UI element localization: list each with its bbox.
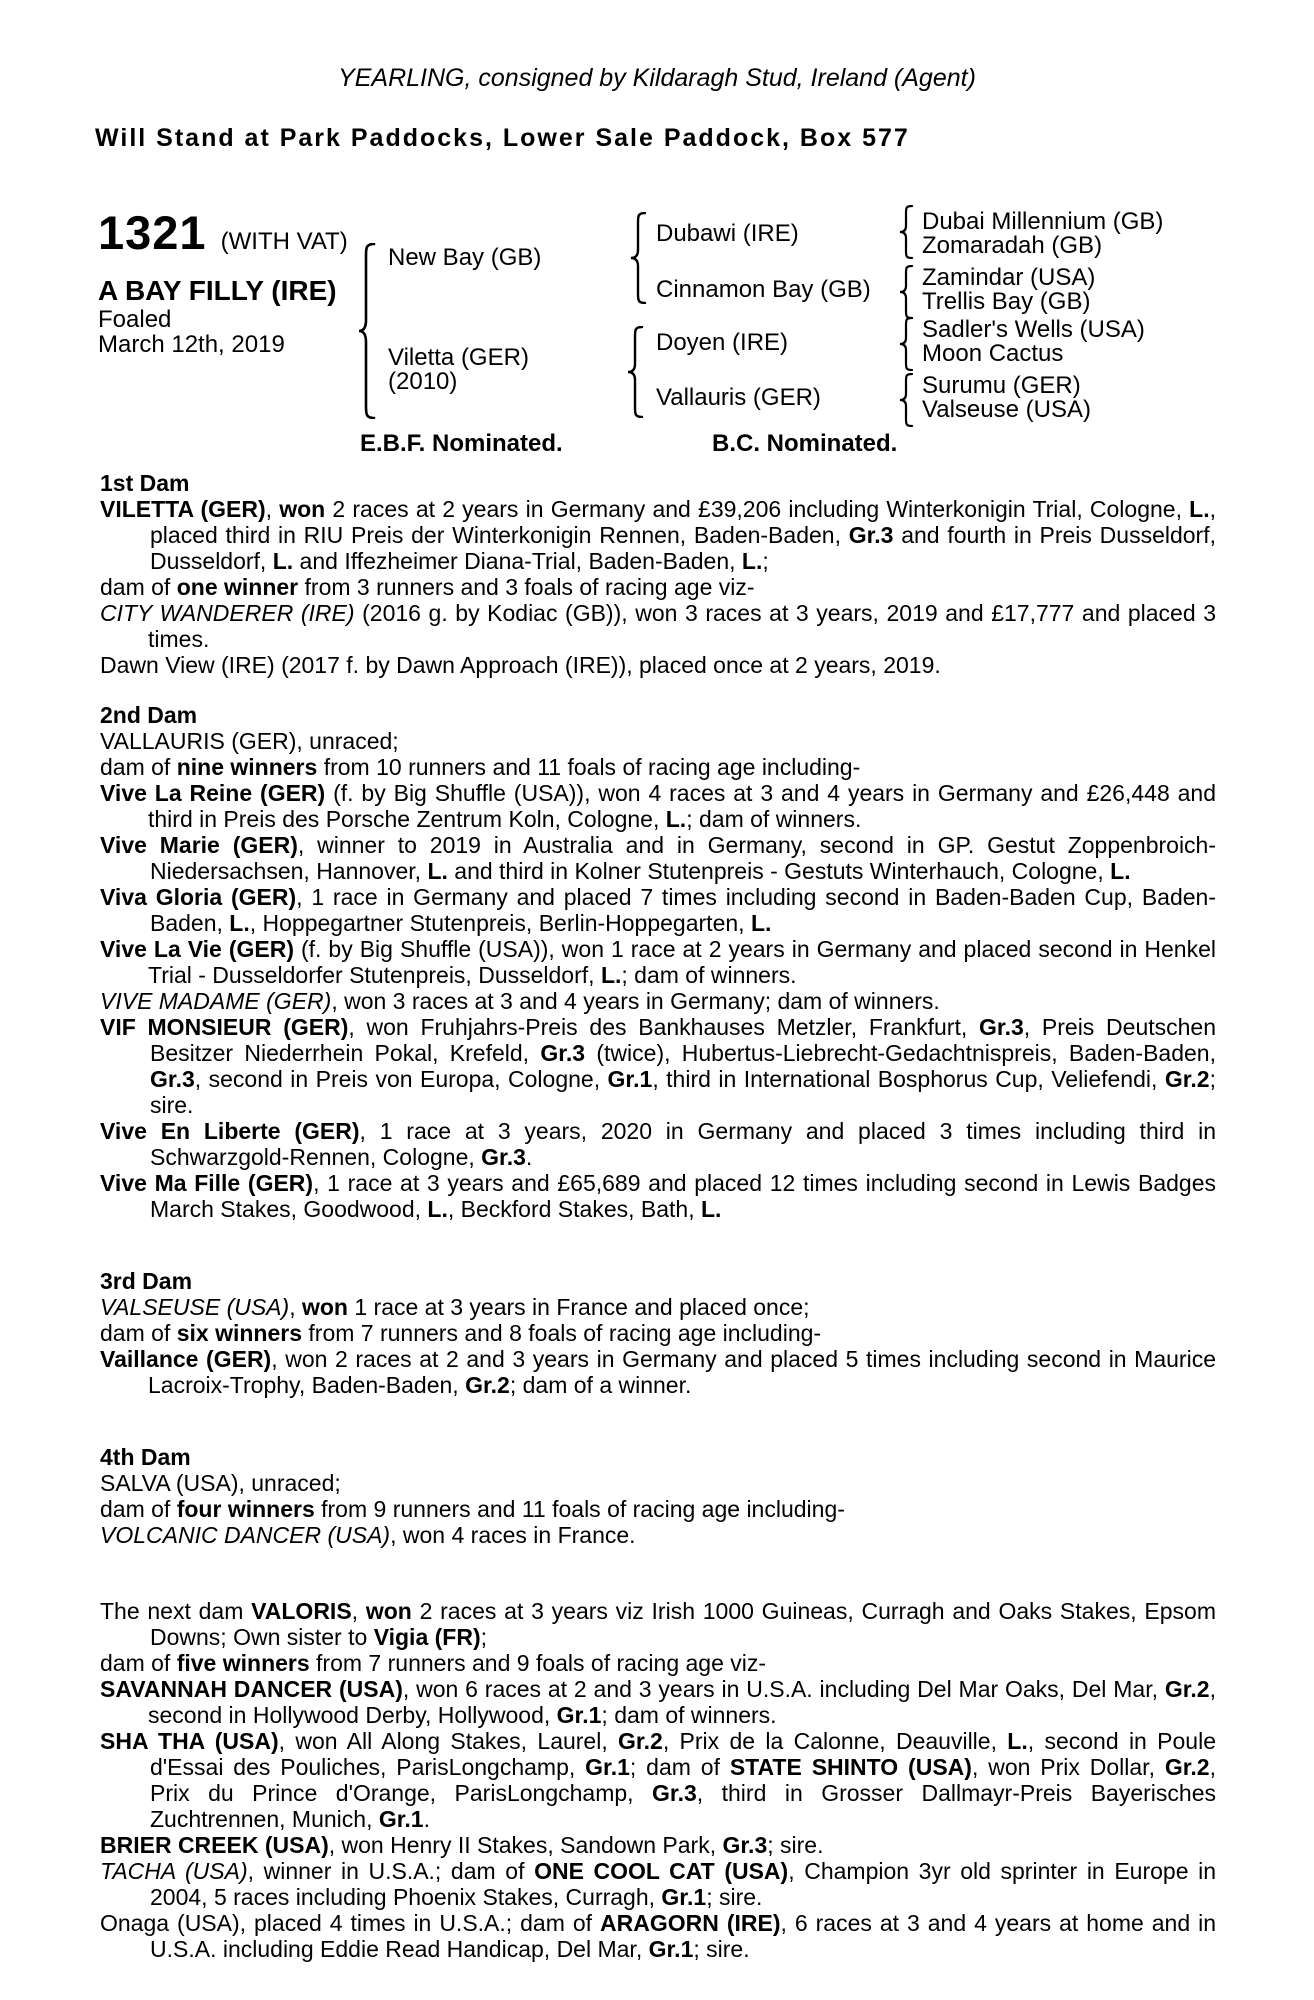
text-segment: Gr.3 bbox=[652, 1780, 697, 1806]
text-segment: , won 4 races in France. bbox=[390, 1522, 636, 1548]
pedigree-brace-gg1 bbox=[896, 205, 914, 259]
text-segment: Gr.2 bbox=[1164, 1676, 1210, 1702]
text-segment: VOLCANIC DANCER (USA) bbox=[100, 1522, 391, 1548]
pedigree-brace-sire-pair bbox=[628, 212, 648, 304]
catalog-paragraph bbox=[100, 496, 1216, 574]
text-segment: Gr.1 bbox=[648, 1936, 694, 1962]
pedigree-section bbox=[100, 1268, 1216, 1398]
catalog-paragraph bbox=[100, 1118, 1216, 1170]
catalog-paragraph bbox=[100, 1470, 1216, 1496]
text-segment: (f. by Big Shuffle (USA)), won 4 races at 3 and 4 years in Germany and £26,448 and third in Preis des Porsche Zentrum Koln, Cologne, bbox=[148, 780, 1217, 832]
section-heading: 3rd Dam bbox=[100, 1268, 193, 1294]
text-segment: , Hoppegartner Stutenpreis, Berlin-Hoppegarten, bbox=[249, 910, 751, 936]
text-segment: Gr.2 bbox=[618, 1728, 663, 1754]
text-segment: , 1 race at 3 years, 2020 in Germany and placed 3 times including third in Schwarzgold-Rennen, Cologne, bbox=[150, 1118, 1216, 1170]
gg-name: Sadler's Wells (USA) bbox=[922, 316, 1145, 343]
pedigree-section bbox=[100, 702, 1216, 1222]
text-segment: L. bbox=[665, 806, 687, 832]
text-segment: SAVANNAH DANCER (USA) bbox=[100, 1676, 403, 1702]
lot-number-row bbox=[98, 205, 348, 260]
dam-sire-name: Doyen (IRE) bbox=[656, 329, 789, 356]
catalog-paragraph bbox=[100, 1170, 1216, 1222]
text-segment: ; dam of bbox=[629, 1754, 730, 1780]
pedigree-brace-gg3 bbox=[896, 317, 914, 371]
catalog-paragraph bbox=[100, 780, 1216, 832]
text-segment: Gr.1 bbox=[585, 1754, 630, 1780]
text-segment: dam of bbox=[100, 1496, 177, 1522]
text-segment: Gr.3 bbox=[150, 1066, 195, 1092]
catalog-paragraph bbox=[100, 1014, 1216, 1118]
gg-name: Trellis Bay (GB) bbox=[922, 288, 1091, 315]
catalog-paragraph bbox=[100, 1728, 1216, 1832]
text-segment: Onaga (USA), placed 4 times in U.S.A.; dam of bbox=[100, 1910, 601, 1936]
text-segment: STATE SHINTO (USA) bbox=[729, 1754, 972, 1780]
text-segment: , second in Poule d'Essai des Pouliches, ParisLongchamp, bbox=[150, 1728, 1216, 1780]
text-segment: , winner in U.S.A.; dam of bbox=[247, 1858, 535, 1884]
text-segment: Gr.3 bbox=[722, 1832, 768, 1858]
text-segment: . bbox=[525, 1144, 533, 1170]
text-segment: SALVA (USA), unraced; bbox=[100, 1470, 341, 1496]
text-segment: , 1 race in Germany and placed 7 times including second in Baden-Baden Cup, Baden-Baden, bbox=[150, 884, 1216, 936]
text-segment: , 6 races at 3 and 4 years at home and in U.S.A. including Eddie Read Handicap, Del Mar, bbox=[150, 1910, 1216, 1962]
text-segment: ; dam of winners. bbox=[601, 1702, 777, 1728]
stand-location-line: Will Stand at Park Paddocks, Lower Sale Paddock, Box 577 bbox=[95, 124, 910, 152]
text-segment: ; sire. bbox=[150, 1066, 1216, 1118]
catalog-paragraph bbox=[100, 936, 1216, 988]
text-segment: 2 races at 2 years in Germany and £39,206 including Winterkonigin Trial, Cologne, bbox=[325, 496, 1190, 522]
text-segment: Viva Gloria (GER) bbox=[100, 884, 297, 910]
text-segment: 1 race at 3 years in France and placed once; bbox=[347, 1294, 810, 1320]
text-segment: and third in Kolner Stutenpreis - Gestuts Winterhauch, Cologne, bbox=[447, 858, 1111, 884]
text-segment: L. bbox=[750, 910, 772, 936]
section-heading: 2nd Dam bbox=[100, 702, 198, 728]
text-segment: , won 3 races at 3 and 4 years in Germany; dam of winners. bbox=[331, 988, 940, 1014]
text-segment: 2 races at 3 years viz Irish 1000 Guineas, Curragh and Oaks Stakes, Epsom Downs; Own sister to bbox=[150, 1598, 1216, 1650]
foaled-label: Foaled bbox=[98, 306, 172, 333]
text-segment: Gr.3 bbox=[979, 1014, 1024, 1040]
text-segment: , Preis Deutschen Besitzer Niederrhein Pokal, Krefeld, bbox=[150, 1014, 1217, 1066]
dam-dam-name: Vallauris (GER) bbox=[656, 384, 821, 411]
text-segment: , won Prix Dollar, bbox=[971, 1754, 1165, 1780]
gg-name: Valseuse (USA) bbox=[922, 396, 1091, 423]
text-segment: , second in Hollywood Derby, Hollywood, bbox=[148, 1676, 1216, 1728]
text-segment: TACHA (USA) bbox=[100, 1858, 248, 1884]
pedigree-section bbox=[100, 1598, 1216, 1962]
lot-number: 1321 bbox=[98, 206, 207, 259]
text-segment: Gr.2 bbox=[1164, 1066, 1210, 1092]
text-segment: from 7 runners and 8 foals of racing age including- bbox=[302, 1320, 822, 1346]
text-segment: and fourth in Preis Dusseldorf, Dusseldorf, bbox=[150, 522, 1216, 574]
catalog-paragraph bbox=[100, 1650, 1216, 1676]
pedigree-brace-dam-pair bbox=[625, 326, 645, 418]
catalog-paragraph bbox=[100, 1346, 1216, 1398]
catalog-paragraph bbox=[100, 1294, 1216, 1320]
pedigree-brace-gg4 bbox=[896, 373, 914, 427]
text-segment: dam of bbox=[100, 1650, 177, 1676]
text-segment: SHA THA (USA) bbox=[100, 1728, 279, 1754]
text-segment: Vigia (FR) bbox=[373, 1624, 481, 1650]
dam-year: (2010) bbox=[388, 368, 458, 395]
text-segment: Vive Ma Fille (GER) bbox=[100, 1170, 314, 1196]
catalog-paragraph bbox=[100, 574, 1216, 600]
dam-name bbox=[388, 346, 529, 394]
text-segment: dam of bbox=[100, 1320, 177, 1346]
pedigree-section bbox=[100, 470, 1216, 678]
text-segment: . bbox=[423, 1806, 430, 1832]
text-segment: , third in Grosser Dallmayr-Preis Bayerisches Zuchtrennen, Munich, bbox=[150, 1780, 1216, 1832]
pedigree-brace-gen1 bbox=[356, 243, 378, 419]
text-segment: four winners bbox=[176, 1496, 315, 1522]
text-segment: , won 6 races at 2 and 3 years in U.S.A. including Del Mar Oaks, Del Mar, bbox=[402, 1676, 1165, 1702]
text-segment: and Iffezheimer Diana-Trial, Baden-Baden, bbox=[293, 548, 742, 574]
catalog-body bbox=[0, 470, 1314, 1962]
text-segment: from 10 runners and 11 foals of racing age including- bbox=[317, 754, 861, 780]
text-segment: , won All Along Stakes, Laurel, bbox=[278, 1728, 619, 1754]
text-segment: , Beckford Stakes, Bath, bbox=[447, 1196, 701, 1222]
catalog-paragraph bbox=[100, 1598, 1216, 1650]
text-segment: , Champion 3yr old sprinter in Europe in 2004, 5 races including Phoenix Stakes, Curragh, bbox=[150, 1858, 1216, 1910]
pedigree-section bbox=[100, 1444, 1216, 1548]
text-segment: L. bbox=[427, 858, 448, 884]
catalog-paragraph bbox=[100, 1496, 1216, 1522]
text-segment: Gr.2 bbox=[465, 1372, 510, 1398]
text-segment: ; sire. bbox=[706, 1884, 763, 1910]
ebf-nominated-note: E.B.F. Nominated. bbox=[360, 430, 563, 457]
text-segment: Gr.1 bbox=[556, 1702, 602, 1728]
text-segment: dam of bbox=[100, 754, 177, 780]
gg-name: Zomaradah (GB) bbox=[922, 232, 1103, 259]
text-segment: from 7 runners and 9 foals of racing age viz- bbox=[309, 1650, 767, 1676]
text-segment: Gr.1 bbox=[378, 1806, 424, 1832]
text-segment: BRIER CREEK (USA) bbox=[100, 1832, 329, 1858]
text-segment: VIVE MADAME (GER) bbox=[100, 988, 332, 1014]
text-segment: , 1 race at 3 years and £65,689 and placed 12 times including second in Lewis Badges March Stakes, Goodwood, bbox=[150, 1170, 1216, 1222]
text-segment: Gr.3 bbox=[481, 1144, 526, 1170]
text-segment: L. bbox=[1110, 858, 1131, 884]
text-segment: Vive La Reine (GER) bbox=[100, 780, 326, 806]
catalog-paragraph bbox=[100, 1858, 1216, 1910]
catalog-paragraph bbox=[100, 1676, 1216, 1728]
text-segment: Vaillance (GER) bbox=[100, 1346, 272, 1372]
sire-sire-name: Dubawi (IRE) bbox=[656, 220, 799, 247]
text-segment: (2016 g. by Kodiac (GB)), won 3 races at 3 years, 2019 and £17,777 and placed 3 times. bbox=[148, 600, 1217, 652]
gg-name: Dubai Millennium (GB) bbox=[922, 208, 1164, 235]
text-segment: (twice), Hubertus-Liebrecht-Gedachtnispreis, Baden-Baden, bbox=[585, 1040, 1216, 1066]
catalog-paragraph bbox=[100, 988, 1216, 1014]
text-segment: VALORIS bbox=[251, 1598, 352, 1624]
catalog-paragraph bbox=[100, 1522, 1216, 1548]
text-segment: Dawn View (IRE) (2017 f. by Dawn Approach (IRE)), placed once at 2 years, 2019. bbox=[100, 652, 941, 678]
section-heading: 1st Dam bbox=[100, 470, 190, 496]
text-segment: (f. by Big Shuffle (USA)), won 1 race at 2 years in Germany and placed second in Henkel Trial - Dusseldorfer Stutenpreis, Dusseldorf, bbox=[148, 936, 1216, 988]
catalog-paragraph bbox=[100, 728, 1216, 754]
dam-name-line: Viletta (GER) bbox=[388, 344, 529, 371]
text-segment: , placed third in RIU Preis der Winterkonigin Rennen, Baden-Baden, bbox=[150, 496, 1217, 548]
text-segment: won bbox=[279, 496, 326, 522]
gg-name: Surumu (GER) bbox=[922, 372, 1081, 399]
bc-nominated-note: B.C. Nominated. bbox=[712, 430, 898, 457]
sire-name: New Bay (GB) bbox=[388, 244, 542, 271]
text-segment: from 9 runners and 11 foals of racing age including- bbox=[314, 1496, 845, 1522]
text-segment: L. bbox=[741, 548, 763, 574]
text-segment: , won Henry II Stakes, Sandown Park, bbox=[328, 1832, 723, 1858]
text-segment: Gr.1 bbox=[661, 1884, 707, 1910]
text-segment: Vive Marie (GER) bbox=[100, 832, 298, 858]
sire-dam-name: Cinnamon Bay (GB) bbox=[656, 276, 871, 303]
text-segment: ; sire. bbox=[767, 1832, 824, 1858]
text-segment: VALLAURIS (GER), unraced; bbox=[100, 728, 399, 754]
text-segment: CITY WANDERER (IRE) bbox=[100, 600, 355, 626]
text-segment: ; dam of a winner. bbox=[509, 1372, 692, 1398]
text-segment: , won 2 races at 2 and 3 years in Germany and placed 5 times including second in Maurice Lacroix-Trophy, Baden-Baden, bbox=[148, 1346, 1216, 1398]
vat-note: (WITH VAT) bbox=[220, 228, 348, 255]
text-segment: L. bbox=[272, 548, 294, 574]
catalog-paragraph bbox=[100, 1832, 1216, 1858]
text-segment: ; dam of winners. bbox=[686, 806, 862, 832]
text-segment: , second in Preis von Europa, Cologne, bbox=[194, 1066, 608, 1092]
gg-name: Zamindar (USA) bbox=[922, 264, 1096, 291]
catalog-paragraph bbox=[100, 1320, 1216, 1346]
foaled-date: March 12th, 2019 bbox=[98, 331, 285, 358]
text-segment: , bbox=[265, 496, 280, 522]
text-segment: ; sire. bbox=[693, 1936, 750, 1962]
text-segment: , Prix de la Calonne, Deauville, bbox=[662, 1728, 1008, 1754]
text-segment: Gr.2 bbox=[1164, 1754, 1210, 1780]
text-segment: won bbox=[301, 1294, 348, 1320]
text-segment: ARAGORN (IRE) bbox=[600, 1910, 781, 1936]
text-segment: The next dam bbox=[100, 1598, 252, 1624]
text-segment: one winner bbox=[176, 574, 299, 600]
text-segment: ; bbox=[480, 1624, 487, 1650]
text-segment: VALSEUSE (USA) bbox=[100, 1294, 290, 1320]
text-segment: Gr.1 bbox=[607, 1066, 653, 1092]
text-segment: ; bbox=[762, 548, 769, 574]
catalog-paragraph bbox=[100, 652, 1216, 678]
text-segment: Gr.3 bbox=[848, 522, 894, 548]
gg-name: Moon Cactus bbox=[922, 340, 1064, 367]
text-segment: ONE COOL CAT (USA) bbox=[534, 1858, 789, 1884]
text-segment: , won Fruhjahrs-Preis des Bankhauses Metzler, Frankfurt, bbox=[348, 1014, 979, 1040]
text-segment: L. bbox=[229, 910, 250, 936]
text-segment: , bbox=[351, 1598, 366, 1624]
consignor-title: YEARLING, consigned by Kildaragh Stud, Ireland (Agent) bbox=[338, 64, 976, 92]
text-segment: dam of bbox=[100, 574, 177, 600]
text-segment: L. bbox=[1007, 1728, 1028, 1754]
text-segment: , third in International Bosphorus Cup, Veliefendi, bbox=[652, 1066, 1165, 1092]
text-segment: six winners bbox=[176, 1320, 302, 1346]
text-segment: won bbox=[365, 1598, 412, 1624]
section-heading: 4th Dam bbox=[100, 1444, 191, 1470]
text-segment: nine winners bbox=[176, 754, 318, 780]
pedigree-brace-gg2 bbox=[896, 265, 914, 319]
text-segment: five winners bbox=[176, 1650, 310, 1676]
horse-name: A BAY FILLY (IRE) bbox=[98, 275, 337, 306]
text-segment: VIF MONSIEUR (GER) bbox=[100, 1014, 349, 1040]
text-segment: Vive La Vie (GER) bbox=[100, 936, 294, 962]
text-segment: ; dam of winners. bbox=[621, 962, 797, 988]
catalog-paragraph bbox=[100, 600, 1216, 652]
text-segment: L. bbox=[701, 1196, 722, 1222]
catalog-paragraph bbox=[100, 754, 1216, 780]
text-segment: VILETTA (GER) bbox=[100, 496, 266, 522]
text-segment: , winner to 2019 in Australia and in Germany, second in GP. Gestut Zoppenbroich-Niedersachsen, Hannover, bbox=[150, 832, 1217, 884]
text-segment: L. bbox=[427, 1196, 448, 1222]
text-segment: Vive En Liberte (GER) bbox=[100, 1118, 360, 1144]
text-segment: L. bbox=[1189, 496, 1210, 522]
text-segment: L. bbox=[600, 962, 622, 988]
text-segment: Gr.3 bbox=[540, 1040, 586, 1066]
catalog-paragraph bbox=[100, 832, 1216, 884]
text-segment: , Prix du Prince d'Orange, ParisLongchamp, bbox=[150, 1754, 1216, 1806]
text-segment: from 3 runners and 3 foals of racing age viz- bbox=[298, 574, 755, 600]
text-segment: , bbox=[289, 1294, 302, 1320]
catalog-paragraph bbox=[100, 884, 1216, 936]
catalog-paragraph bbox=[100, 1910, 1216, 1962]
